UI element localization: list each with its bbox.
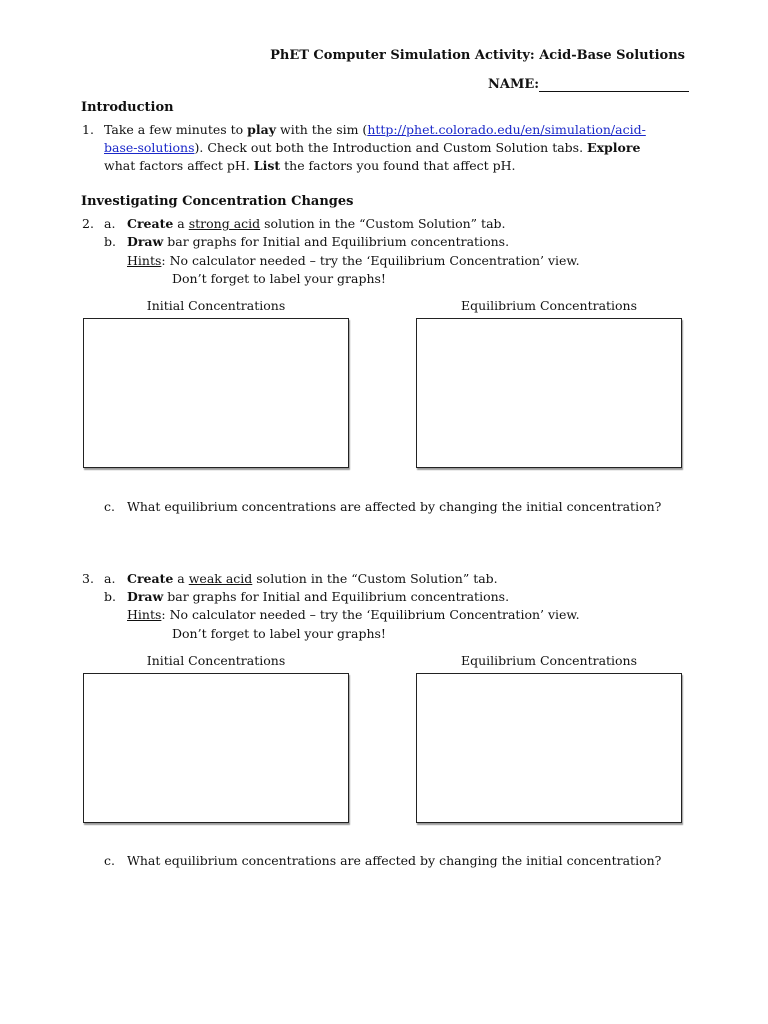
draw-emphasis: Draw bbox=[127, 234, 164, 249]
q3b-text bbox=[127, 589, 509, 604]
text-span: what factors affect pH. bbox=[104, 158, 254, 173]
q2-hints-line-2: Don’t forget to label your graphs! bbox=[172, 271, 386, 286]
q3-hints-line-2: Don’t forget to label your graphs! bbox=[172, 626, 386, 641]
q3-equilibrium-graph-box[interactable] bbox=[416, 673, 682, 823]
hints-label: Hints bbox=[127, 253, 162, 268]
q2b-letter: b. bbox=[104, 234, 116, 249]
text-span: solution in the “Custom Solution” tab. bbox=[252, 571, 498, 586]
q2-initial-label: Initial Concentrations bbox=[146, 298, 286, 313]
hints-label: Hints bbox=[127, 607, 162, 622]
q2-equilibrium-graph-box[interactable] bbox=[416, 318, 682, 468]
q2-hints-line-1 bbox=[127, 253, 580, 268]
q3-initial-graph-box[interactable] bbox=[83, 673, 349, 823]
text-span: a bbox=[173, 571, 189, 586]
text-span: Take a few minutes to bbox=[104, 122, 248, 137]
q3-initial-label: Initial Concentrations bbox=[146, 653, 286, 668]
play-emphasis: play bbox=[247, 122, 277, 137]
page-title: PhET Computer Simulation Activity: Acid-Base Solutions bbox=[270, 48, 685, 63]
section-heading: Investigating Concentration Changes bbox=[81, 194, 354, 209]
item-1-line-3 bbox=[104, 158, 516, 173]
q3-hints-line-1 bbox=[127, 607, 580, 622]
name-label: NAME: bbox=[488, 77, 540, 92]
q3-number: 3. bbox=[82, 571, 94, 586]
text-span: bar graphs for Initial and Equilibrium concentrations. bbox=[163, 234, 510, 249]
q3a-text bbox=[127, 571, 498, 586]
text-span: a bbox=[173, 216, 189, 231]
draw-emphasis: Draw bbox=[127, 589, 164, 604]
list-emphasis: List bbox=[253, 158, 281, 173]
q2-equilibrium-label: Equilibrium Concentrations bbox=[460, 298, 638, 313]
name-blank-line[interactable] bbox=[539, 79, 689, 92]
intro-heading: Introduction bbox=[81, 100, 174, 115]
text-span: with the sim ( bbox=[276, 122, 368, 137]
q2a-letter: a. bbox=[104, 216, 116, 231]
name-field[interactable] bbox=[488, 77, 689, 92]
text-span: the factors you found that affect pH. bbox=[280, 158, 516, 173]
create-emphasis: Create bbox=[127, 571, 174, 586]
item-1-number: 1. bbox=[82, 122, 94, 137]
q3c-letter: c. bbox=[104, 853, 115, 868]
item-1-line-2 bbox=[104, 140, 640, 155]
q3a-letter: a. bbox=[104, 571, 116, 586]
q3c-question: What equilibrium concentrations are affected by changing the initial concentration? bbox=[127, 853, 662, 868]
q2-number: 2. bbox=[82, 216, 94, 231]
explore-emphasis: Explore bbox=[587, 140, 641, 155]
item-1-line-1 bbox=[104, 122, 646, 137]
q3-equilibrium-label: Equilibrium Concentrations bbox=[460, 653, 638, 668]
strong-acid-term: strong acid bbox=[188, 216, 261, 231]
q3b-letter: b. bbox=[104, 589, 116, 604]
sim-link[interactable]: http://phet.colorado.edu/en/simulation/acid- bbox=[367, 122, 646, 137]
q2b-text bbox=[127, 234, 509, 249]
text-span: solution in the “Custom Solution” tab. bbox=[260, 216, 506, 231]
q2-initial-graph-box[interactable] bbox=[83, 318, 349, 468]
sim-link-continued[interactable]: base-solutions bbox=[104, 140, 195, 155]
text-span: bar graphs for Initial and Equilibrium concentrations. bbox=[163, 589, 510, 604]
text-span: ). Check out both the Introduction and Custom Solution tabs. bbox=[194, 140, 588, 155]
q2c-letter: c. bbox=[104, 499, 115, 514]
create-emphasis: Create bbox=[127, 216, 174, 231]
q2a-text bbox=[127, 216, 506, 231]
q2c-question: What equilibrium concentrations are affected by changing the initial concentration? bbox=[127, 499, 662, 514]
weak-acid-term: weak acid bbox=[188, 571, 253, 586]
text-span: : No calculator needed – try the ‘Equilibrium Concentration’ view. bbox=[161, 607, 580, 622]
text-span: : No calculator needed – try the ‘Equilibrium Concentration’ view. bbox=[161, 253, 580, 268]
